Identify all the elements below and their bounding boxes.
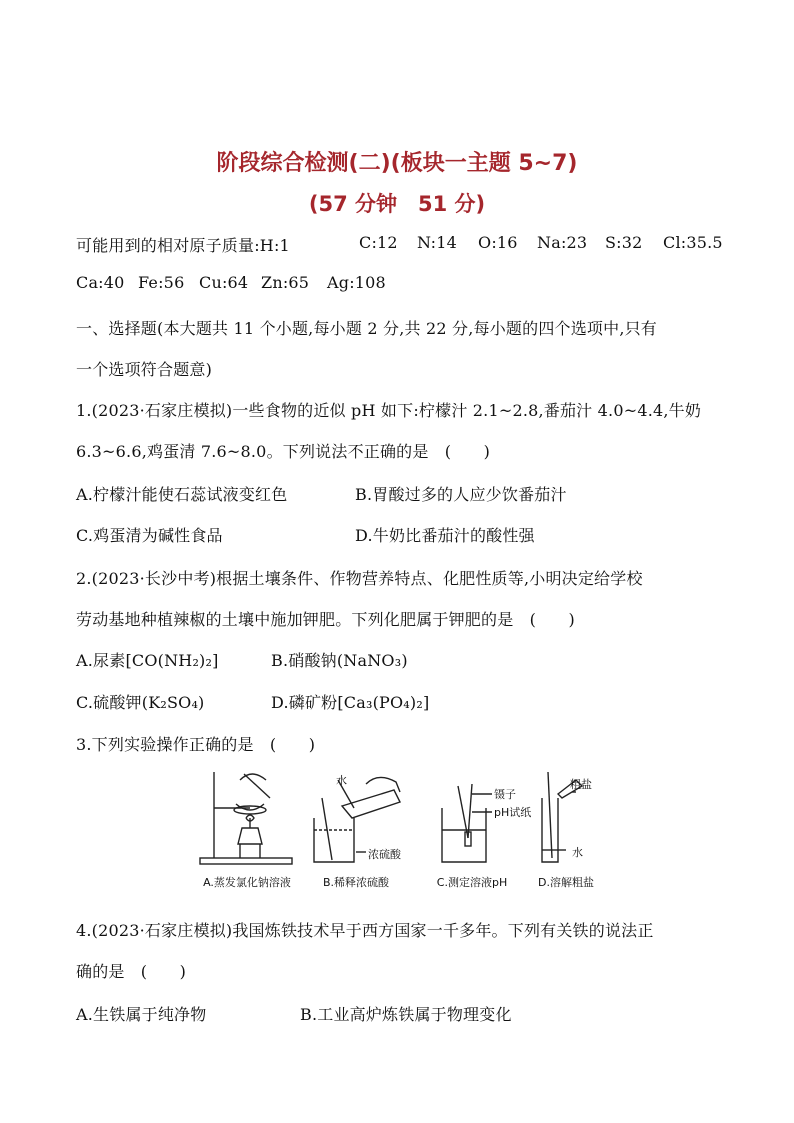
page-subtitle: (57 分钟 51 分) bbox=[308, 192, 486, 216]
question-2-stem: 2.(2023·长沙中考)根据土壤条件、作物营养特点、化肥性质等,小明决定给学校 bbox=[76, 569, 643, 588]
q1-option-b[interactable]: B.胃酸过多的人应少饮番茄汁 bbox=[355, 485, 567, 504]
mass-item: Fe:56 bbox=[138, 273, 185, 292]
figure-d-salt-label: 粗盐 bbox=[570, 778, 592, 791]
page-title: 阶段综合检测(二)(板块一主题 5~7) bbox=[216, 151, 578, 176]
q2-option-a[interactable]: A.尿素[CO(NH₂)₂] bbox=[76, 651, 219, 670]
question-1-stem: 1.(2023·石家庄模拟)一些食物的近似 pH 如下:柠檬汁 2.1~2.8,番茄汁 4.0~4.4,牛奶 bbox=[76, 401, 702, 420]
q2-option-b[interactable]: B.硝酸钠(NaNO₃) bbox=[271, 651, 408, 670]
figure-evaporation bbox=[192, 768, 302, 889]
q2-option-d[interactable]: D.磷矿粉[Ca₃(PO₄)₂] bbox=[271, 693, 430, 712]
atomic-masses-row-2 bbox=[76, 273, 386, 292]
mass-item: Na:23 bbox=[537, 233, 588, 252]
figure-c-paper-label: pH试纸 bbox=[494, 806, 532, 819]
figure-b-acid-label: 浓硫酸 bbox=[368, 848, 401, 861]
question-2-stem-cont: 劳动基地种植辣椒的土壤中施加钾肥。下列化肥属于钾肥的是 ( ) bbox=[76, 610, 575, 629]
figure-b-caption: B.稀释浓硫酸 bbox=[322, 876, 390, 889]
q4-option-b[interactable]: B.工业高炉炼铁属于物理变化 bbox=[300, 1005, 512, 1024]
figure-c-tweezers-label: 镊子 bbox=[494, 788, 516, 801]
q1-option-c[interactable]: C.鸡蛋清为碱性食品 bbox=[76, 526, 223, 545]
figure-a-caption: A.蒸发氯化钠溶液 bbox=[203, 876, 291, 889]
q1-option-a[interactable]: A.柠檬汁能使石蕊试液变红色 bbox=[76, 485, 288, 504]
figure-b-water-label: 水 bbox=[336, 774, 347, 787]
question-1-stem-cont: 6.3~6.6,鸡蛋清 7.6~8.0。下列说法不正确的是 ( ) bbox=[76, 442, 491, 461]
question-4-stem: 4.(2023·石家庄模拟)我国炼铁技术早于西方国家一千多年。下列有关铁的说法正 bbox=[76, 921, 654, 940]
mass-item: Cl:35.5 bbox=[663, 233, 723, 252]
q4-option-a[interactable]: A.生铁属于纯净物 bbox=[76, 1005, 207, 1024]
figure-dissolve bbox=[532, 768, 602, 889]
mass-item: Ca:40 bbox=[76, 273, 125, 292]
section-heading: 一、选择题(本大题共 11 个小题,每小题 2 分,共 22 分,每小题的四个选项中,只有 bbox=[76, 319, 658, 338]
figure-ph-test bbox=[432, 768, 542, 889]
mass-item: C:12 bbox=[359, 233, 398, 252]
atomic-masses-row-1: 可能用到的相对原子质量:H:1 C:12 N:14 O:16 Na:23 S:32 Cl:35.5 bbox=[76, 233, 723, 255]
q2-option-c[interactable]: C.硫酸钾(K₂SO₄) bbox=[76, 693, 205, 712]
figure-d-water-label: 水 bbox=[572, 846, 583, 859]
figure-dilution bbox=[306, 768, 416, 889]
evaporation-apparatus-drawing bbox=[192, 768, 302, 874]
figure-d-caption: D.溶解粗盐 bbox=[538, 876, 594, 889]
q1-option-d[interactable]: D.牛奶比番茄汁的酸性强 bbox=[355, 526, 535, 545]
question-3-stem: 3.下列实验操作正确的是 ( ) bbox=[76, 735, 316, 754]
mass-item: S:32 bbox=[605, 233, 643, 252]
section-heading-cont: 一个选项符合题意) bbox=[76, 360, 213, 379]
question-4-stem-cont: 确的是 ( ) bbox=[76, 962, 187, 981]
mass-item: Ag:108 bbox=[327, 273, 386, 292]
figure-c-caption: C.测定溶液pH bbox=[436, 876, 508, 889]
mass-item: Zn:65 bbox=[261, 273, 310, 292]
mass-item: Cu:64 bbox=[199, 273, 249, 292]
mass-item: N:14 bbox=[417, 233, 457, 252]
atomic-masses-lead: 可能用到的相对原子质量: bbox=[76, 236, 260, 255]
mass-item: O:16 bbox=[478, 233, 518, 252]
